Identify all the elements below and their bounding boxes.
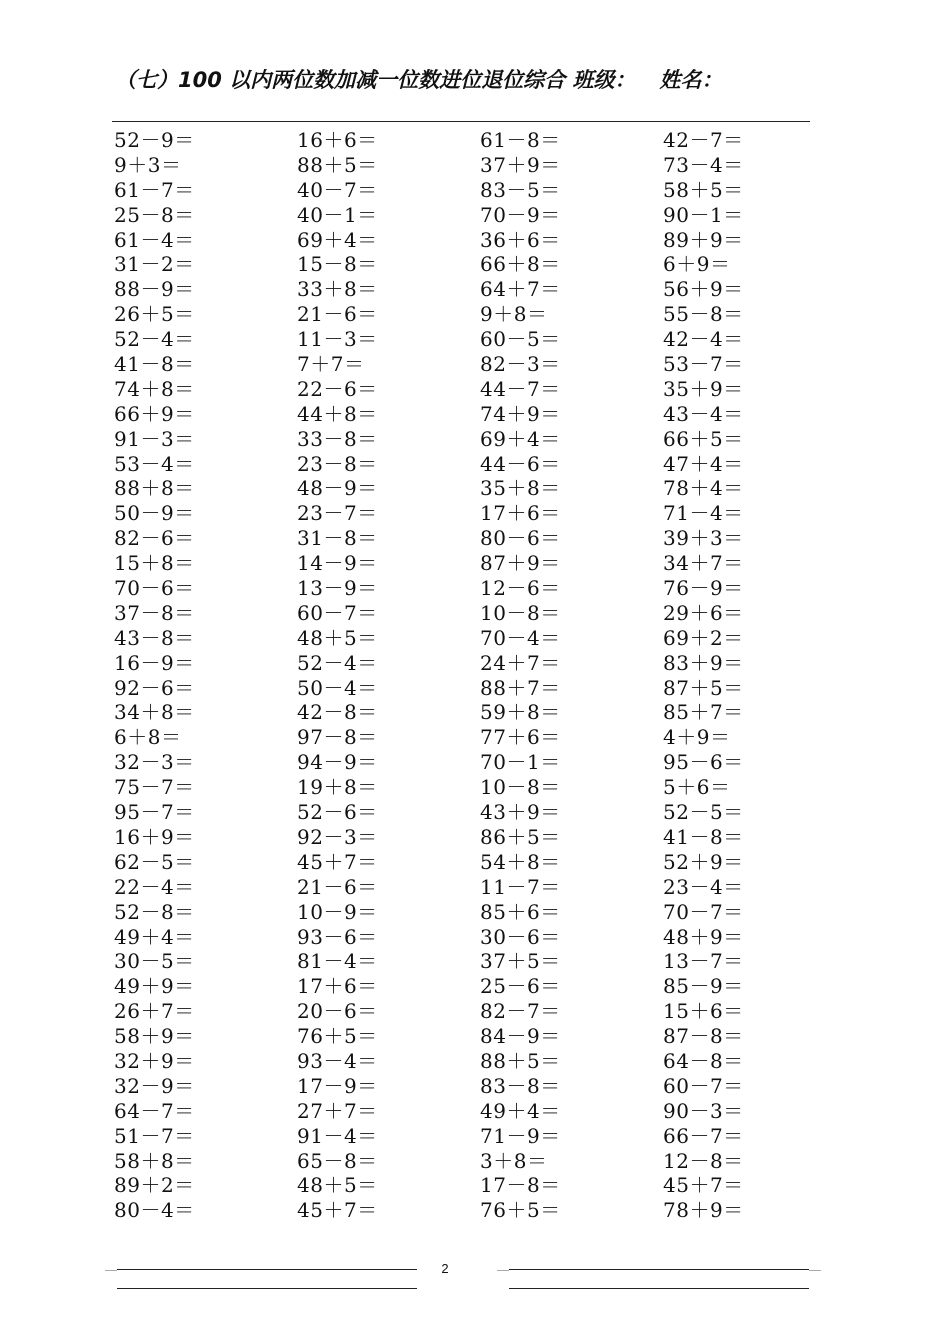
problem-col4: 5＋6＝: [663, 775, 731, 800]
problem-col2: 33－8＝: [297, 426, 378, 451]
problem-col1: 61－4＝: [114, 227, 195, 252]
problem-col1: 52－4＝: [114, 327, 195, 352]
problem-col2: 97－8＝: [297, 725, 378, 750]
problem-col2: 88＋5＝: [297, 152, 378, 177]
problem-col4: 78＋9＝: [663, 1198, 744, 1223]
problem-col4: 23－4＝: [663, 874, 744, 899]
problem-col1: 52－8＝: [114, 899, 195, 924]
problem-col3: 59＋8＝: [480, 700, 561, 725]
problem-col1: 41－8＝: [114, 352, 195, 377]
problem-col3: 86＋5＝: [480, 824, 561, 849]
problem-col3: 10－8＝: [480, 600, 561, 625]
problem-col1: 61－7＝: [114, 177, 195, 202]
problem-col1: 51－7＝: [114, 1123, 195, 1148]
problem-col3: 69＋4＝: [480, 426, 561, 451]
problem-col2: 17＋6＝: [297, 974, 378, 999]
problem-col4: 78＋4＝: [663, 476, 744, 501]
problem-col1: 37－8＝: [114, 600, 195, 625]
problem-col1: 32－3＝: [114, 750, 195, 775]
problem-col3: 35＋8＝: [480, 476, 561, 501]
footer-rule-right-top: [509, 1269, 809, 1270]
problem-col2: 93－6＝: [297, 924, 378, 949]
problem-col2: 31－8＝: [297, 526, 378, 551]
problem-col1: 30－5＝: [114, 949, 195, 974]
problem-col1: 25－8＝: [114, 202, 195, 227]
problem-col1: 62－5＝: [114, 849, 195, 874]
problem-col1: 16－9＝: [114, 650, 195, 675]
problem-col4: 53－7＝: [663, 352, 744, 377]
problem-col2: 45＋7＝: [297, 849, 378, 874]
problem-col4: 90－1＝: [663, 202, 744, 227]
problem-col4: 60－7＝: [663, 1073, 744, 1098]
problem-col1: 34＋8＝: [114, 700, 195, 725]
problem-col2: 21－6＝: [297, 302, 378, 327]
problem-col2: 50－4＝: [297, 675, 378, 700]
problem-col1: 50－9＝: [114, 501, 195, 526]
problem-col2: 10－9＝: [297, 899, 378, 924]
problem-col2: 11－3＝: [297, 327, 378, 352]
problem-col3: 30－6＝: [480, 924, 561, 949]
problem-col3: 61－8＝: [480, 128, 561, 152]
problem-col2: 7＋7＝: [297, 352, 365, 377]
page-number: 2: [441, 1261, 449, 1276]
problem-col3: 84－9＝: [480, 1024, 561, 1049]
problem-col1: 9＋3＝: [114, 152, 182, 177]
problem-col1: 49＋9＝: [114, 974, 195, 999]
problem-col1: 91－3＝: [114, 426, 195, 451]
problem-col1: 64－7＝: [114, 1098, 195, 1123]
problem-col2: 21－6＝: [297, 874, 378, 899]
problem-col2: 48－9＝: [297, 476, 378, 501]
problem-col2: 92－3＝: [297, 824, 378, 849]
problem-col2: 40－7＝: [297, 177, 378, 202]
problem-col4: 52－5＝: [663, 800, 744, 825]
problem-col1: 53－4＝: [114, 451, 195, 476]
problem-col3: 71－9＝: [480, 1123, 561, 1148]
footer-rule-right-bottom: [509, 1288, 809, 1289]
problem-col3: 83－5＝: [480, 177, 561, 202]
problem-col1: 22－4＝: [114, 874, 195, 899]
problem-col3: 64＋7＝: [480, 277, 561, 302]
footer-rule-left-top: [117, 1269, 417, 1270]
footer-dash-left: [105, 1270, 117, 1271]
problem-col2: 23－7＝: [297, 501, 378, 526]
problem-col2: 14－9＝: [297, 551, 378, 576]
problem-col3: 17＋6＝: [480, 501, 561, 526]
problem-col1: 52－9＝: [114, 128, 195, 152]
problem-col3: 17－8＝: [480, 1173, 561, 1198]
problem-col4: 55－8＝: [663, 302, 744, 327]
problem-col4: 35＋9＝: [663, 376, 744, 401]
problem-col3: 60－5＝: [480, 327, 561, 352]
problem-col3: 70－4＝: [480, 625, 561, 650]
problem-col4: 73－4＝: [663, 152, 744, 177]
problem-col3: 24＋7＝: [480, 650, 561, 675]
problem-col3: 44－6＝: [480, 451, 561, 476]
problem-col3: 3＋8＝: [480, 1148, 548, 1173]
problem-col4: 89＋9＝: [663, 227, 744, 252]
problem-col1: 58＋8＝: [114, 1148, 195, 1173]
problem-col4: 66－7＝: [663, 1123, 744, 1148]
problem-col3: 82－7＝: [480, 999, 561, 1024]
problem-col2: 81－4＝: [297, 949, 378, 974]
problem-col2: 65－8＝: [297, 1148, 378, 1173]
problem-col1: 58＋9＝: [114, 1024, 195, 1049]
problem-col3: 66＋8＝: [480, 252, 561, 277]
problem-col4: 66＋5＝: [663, 426, 744, 451]
problem-col3: 80－6＝: [480, 526, 561, 551]
problem-col2: 45＋7＝: [297, 1198, 378, 1223]
problem-col2: 15－8＝: [297, 252, 378, 277]
problem-col4: 39＋3＝: [663, 526, 744, 551]
problem-col4: 15＋6＝: [663, 999, 744, 1024]
problem-col2: 60－7＝: [297, 600, 378, 625]
problem-col1: 95－7＝: [114, 800, 195, 825]
footer-dash-end: [809, 1270, 821, 1271]
problem-col4: 56＋9＝: [663, 277, 744, 302]
problem-col2: 69＋4＝: [297, 227, 378, 252]
problem-col1: 70－6＝: [114, 576, 195, 601]
problem-col3: 54＋8＝: [480, 849, 561, 874]
problem-col4: 34＋7＝: [663, 551, 744, 576]
problem-col3: 44－7＝: [480, 376, 561, 401]
problem-col2: 16＋6＝: [297, 128, 378, 152]
class-label: 班级：: [572, 68, 636, 92]
problem-col1: 32－9＝: [114, 1073, 195, 1098]
problem-col3: 9＋8＝: [480, 302, 548, 327]
problem-col4: 58＋5＝: [663, 177, 744, 202]
problem-col4: 76－9＝: [663, 576, 744, 601]
problem-col1: 92－6＝: [114, 675, 195, 700]
problem-col3: 83－8＝: [480, 1073, 561, 1098]
problem-col2: 48＋5＝: [297, 1173, 378, 1198]
problem-col3: 74＋9＝: [480, 401, 561, 426]
problem-col2: 52－6＝: [297, 800, 378, 825]
title-text: （七）100 以内两位数加减一位数进位退位综合: [115, 68, 566, 92]
problem-col2: 44＋8＝: [297, 401, 378, 426]
footer-dash-right: [497, 1270, 509, 1271]
problem-col4: 43－4＝: [663, 401, 744, 426]
problem-col4: 69＋2＝: [663, 625, 744, 650]
problem-col4: 47＋4＝: [663, 451, 744, 476]
problem-col4: 64－8＝: [663, 1048, 744, 1073]
problem-col1: 6＋8＝: [114, 725, 182, 750]
problem-col4: 45＋7＝: [663, 1173, 744, 1198]
problem-col1: 26＋7＝: [114, 999, 195, 1024]
problem-col2: 23－8＝: [297, 451, 378, 476]
problem-col2: 20－6＝: [297, 999, 378, 1024]
problem-col4: 95－6＝: [663, 750, 744, 775]
problem-col3: 76＋5＝: [480, 1198, 561, 1223]
problem-col3: 36＋6＝: [480, 227, 561, 252]
problem-col2: 93－4＝: [297, 1048, 378, 1073]
problem-col3: 25－6＝: [480, 974, 561, 999]
problem-col3: 37＋5＝: [480, 949, 561, 974]
problem-col3: 87＋9＝: [480, 551, 561, 576]
problem-col3: 77＋6＝: [480, 725, 561, 750]
problem-col3: 70－9＝: [480, 202, 561, 227]
problem-col2: 13－9＝: [297, 576, 378, 601]
problem-col4: 85－9＝: [663, 974, 744, 999]
problem-col4: 41－8＝: [663, 824, 744, 849]
problem-col4: 85＋7＝: [663, 700, 744, 725]
problem-col4: 42－4＝: [663, 327, 744, 352]
problem-col2: 76＋5＝: [297, 1024, 378, 1049]
problem-col4: 13－7＝: [663, 949, 744, 974]
header-rule: [112, 121, 810, 122]
problem-col3: 70－1＝: [480, 750, 561, 775]
problem-col1: 15＋8＝: [114, 551, 195, 576]
problem-grid: [114, 128, 814, 1223]
problem-col2: 48＋5＝: [297, 625, 378, 650]
problem-col4: 87＋5＝: [663, 675, 744, 700]
problem-col3: 12－6＝: [480, 576, 561, 601]
problem-col2: 33＋8＝: [297, 277, 378, 302]
problem-col4: 6＋9＝: [663, 252, 731, 277]
problem-col3: 85＋6＝: [480, 899, 561, 924]
problem-col1: 74＋8＝: [114, 376, 195, 401]
problem-col1: 43－8＝: [114, 625, 195, 650]
problem-col3: 49＋4＝: [480, 1098, 561, 1123]
problem-col1: 89＋2＝: [114, 1173, 195, 1198]
problem-col4: 4＋9＝: [663, 725, 731, 750]
problem-col2: 27＋7＝: [297, 1098, 378, 1123]
problem-col2: 40－1＝: [297, 202, 378, 227]
problem-col3: 43＋9＝: [480, 800, 561, 825]
problem-col4: 83＋9＝: [663, 650, 744, 675]
problem-col1: 31－2＝: [114, 252, 195, 277]
footer-rule-left-bottom: [117, 1288, 417, 1289]
problem-col4: 42－7＝: [663, 128, 744, 152]
problem-col1: 75－7＝: [114, 775, 195, 800]
problem-col3: 10－8＝: [480, 775, 561, 800]
problem-col4: 71－4＝: [663, 501, 744, 526]
problem-col2: 94－9＝: [297, 750, 378, 775]
problem-col4: 90－3＝: [663, 1098, 744, 1123]
problem-col2: 42－8＝: [297, 700, 378, 725]
problem-col4: 52＋9＝: [663, 849, 744, 874]
problem-col1: 66＋9＝: [114, 401, 195, 426]
problem-col1: 16＋9＝: [114, 824, 195, 849]
problem-col1: 80－4＝: [114, 1198, 195, 1223]
problem-col3: 88＋7＝: [480, 675, 561, 700]
problem-col1: 88＋8＝: [114, 476, 195, 501]
problem-col4: 48＋9＝: [663, 924, 744, 949]
problem-col1: 88－9＝: [114, 277, 195, 302]
problem-col2: 91－4＝: [297, 1123, 378, 1148]
problem-col3: 11－7＝: [480, 874, 561, 899]
name-label: 姓名：: [659, 68, 723, 92]
problem-col3: 82－3＝: [480, 352, 561, 377]
problem-col1: 49＋4＝: [114, 924, 195, 949]
problem-col4: 29＋6＝: [663, 600, 744, 625]
problem-col4: 12－8＝: [663, 1148, 744, 1173]
worksheet-title: [115, 64, 815, 94]
page-footer: [0, 1256, 950, 1296]
problem-col2: 22－6＝: [297, 376, 378, 401]
problem-col4: 87－8＝: [663, 1024, 744, 1049]
problem-col3: 37＋9＝: [480, 152, 561, 177]
problem-col4: 70－7＝: [663, 899, 744, 924]
problem-col2: 52－4＝: [297, 650, 378, 675]
problem-col2: 17－9＝: [297, 1073, 378, 1098]
problem-col3: 88＋5＝: [480, 1048, 561, 1073]
problem-col1: 32＋9＝: [114, 1048, 195, 1073]
problem-col1: 82－6＝: [114, 526, 195, 551]
problem-col2: 19＋8＝: [297, 775, 378, 800]
problem-col1: 26＋5＝: [114, 302, 195, 327]
